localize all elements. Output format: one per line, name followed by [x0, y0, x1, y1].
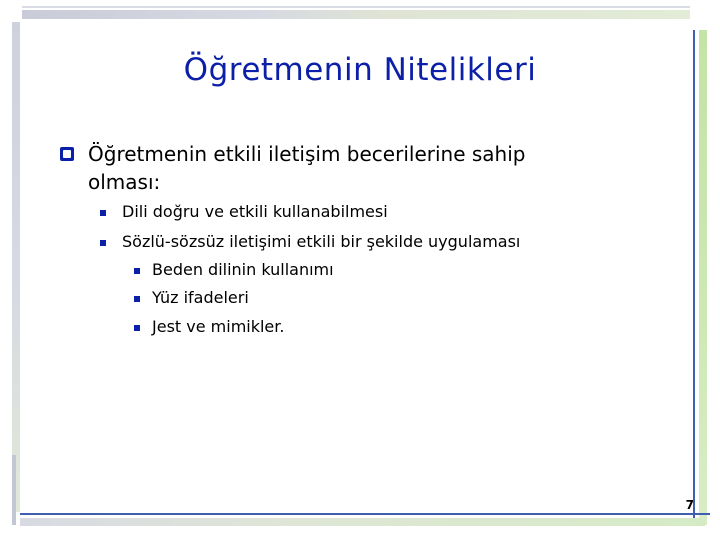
square-bullet-icon: [134, 296, 140, 302]
bottom-accent-line: [20, 513, 710, 515]
square-bullet-icon: [134, 325, 140, 331]
top-accent-bar: [22, 10, 690, 19]
top-accent-line: [22, 6, 690, 8]
sub-sub-bullet-text: Yüz ifadeleri: [152, 288, 249, 307]
main-bullet-line-2: olması:: [88, 170, 161, 194]
right-accent-line: [693, 30, 695, 525]
sub-sub-bullet-text: Beden dilinin kullanımı: [152, 260, 334, 279]
left-accent-bar-segment: [12, 455, 16, 525]
page-number: 7: [685, 498, 694, 512]
main-bullet-text: [88, 140, 608, 196]
left-accent-bar: [12, 22, 20, 512]
sub-bullet-text: Dili doğru ve etkili kullanabilmesi: [122, 202, 388, 221]
square-bullet-icon: [134, 268, 140, 274]
main-bullet-line-1: Öğretmenin etkili iletişim becerilerine sahip: [88, 142, 526, 166]
square-bullet-icon: [100, 210, 106, 216]
square-bullet-icon: [100, 240, 106, 246]
sub-sub-bullet-text: Jest ve mimikler.: [152, 317, 285, 336]
right-accent-bar: [699, 30, 707, 525]
sub-bullet-text: Sözlü-sözsüz iletişimi etkili bir şekilde uygulaması: [122, 232, 521, 251]
hollow-square-bullet-icon: [60, 147, 74, 161]
slide-title: Öğretmenin Nitelikleri: [183, 52, 537, 88]
bottom-accent-bar: [20, 518, 705, 526]
